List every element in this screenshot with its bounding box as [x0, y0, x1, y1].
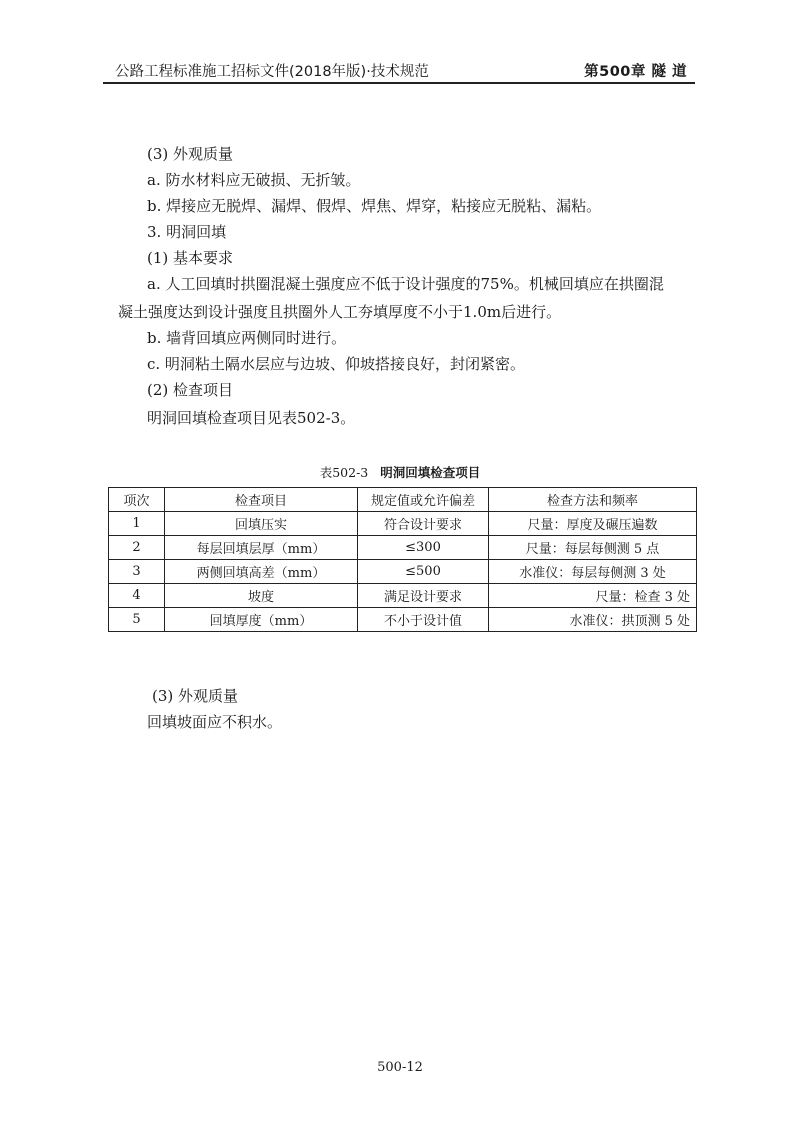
paragraph-requirement-a-line2: 凝土强度达到设计强度且拱圈外人工夯填厚度不小于1.0m后进行。 [118, 303, 562, 321]
column-header-specified-value: 规定值或允许偏差 [358, 488, 489, 512]
paragraph-requirement-b: b. 墙背回填应两侧同时进行。 [147, 329, 347, 347]
cell-specified-value: 不小于设计值 [358, 608, 489, 632]
cell-method-frequency: 尺量：厚度及碾压遍数 [489, 512, 697, 536]
table-name: 明洞回填检查项目 [380, 465, 481, 480]
table-header-row [109, 488, 697, 512]
header-chapter-title: 第500章 隧 道 [584, 64, 687, 80]
table-number: 表502-3 [319, 465, 369, 480]
cell-method-frequency: 尺量：每层每侧测 5 点 [489, 536, 697, 560]
header-document-title: 公路工程标准施工招标文件(2018年版)·技术规范 [115, 64, 429, 80]
table-caption [0, 463, 800, 481]
cell-method-frequency: 尺量：检查 3 处 [489, 584, 697, 608]
inspection-table [108, 487, 697, 632]
table-row [109, 608, 697, 632]
table-row [109, 560, 697, 584]
paragraph-requirement-c: c. 明洞粘土隔水层应与边坡、仰坡搭接良好，封闭紧密。 [147, 355, 525, 373]
table-row [109, 584, 697, 608]
cell-inspection-item: 两侧回填高差（mm） [165, 560, 358, 584]
cell-item-no: 3 [109, 560, 165, 584]
cell-item-no: 5 [109, 608, 165, 632]
table-row [109, 536, 697, 560]
table-row [109, 512, 697, 536]
cell-inspection-item: 坡度 [165, 584, 358, 608]
cell-method-frequency: 水准仪：每层每侧测 3 处 [489, 560, 697, 584]
section-heading-open-cut-backfill: 3. 明洞回填 [147, 223, 227, 241]
cell-inspection-item: 每层回填层厚（mm） [165, 536, 358, 560]
paragraph-requirement-a-line1: a. 人工回填时拱圈混凝土强度应不低于设计强度的75%。机械回填应在拱圈混 [147, 275, 664, 293]
paragraph-item-b: b. 焊接应无脱焊、漏焊、假焊、焊焦、焊穿，粘接应无脱粘、漏粘。 [147, 197, 602, 215]
cell-specified-value: ≤500 [358, 560, 489, 584]
cell-inspection-item: 回填压实 [165, 512, 358, 536]
page-number: 500-12 [377, 1060, 423, 1075]
cell-item-no: 2 [109, 536, 165, 560]
cell-item-no: 1 [109, 512, 165, 536]
column-header-method-frequency: 检查方法和频率 [489, 488, 697, 512]
paragraph-table-reference: 明洞回填检查项目见表502-3。 [147, 409, 356, 427]
cell-inspection-item: 回填厚度（mm） [165, 608, 358, 632]
cell-item-no: 4 [109, 584, 165, 608]
cell-specified-value: ≤300 [358, 536, 489, 560]
cell-specified-value: 满足设计要求 [358, 584, 489, 608]
column-header-item-no: 项次 [109, 488, 165, 512]
cell-method-frequency: 水准仪：拱顶测 5 处 [489, 608, 697, 632]
paragraph-backfill-slope: 回填坡面应不积水。 [147, 713, 283, 731]
heading-appearance-quality: (3) 外观质量 [147, 145, 234, 163]
heading-inspection-items: (2) 检查项目 [147, 381, 234, 399]
column-header-inspection-item: 检查项目 [165, 488, 358, 512]
heading-appearance-quality-2: (3) 外观质量 [152, 687, 239, 705]
cell-specified-value: 符合设计要求 [358, 512, 489, 536]
heading-basic-requirements: (1) 基本要求 [147, 249, 234, 267]
paragraph-item-a: a. 防水材料应无破损、无折皱。 [147, 171, 361, 189]
running-header [103, 54, 695, 84]
